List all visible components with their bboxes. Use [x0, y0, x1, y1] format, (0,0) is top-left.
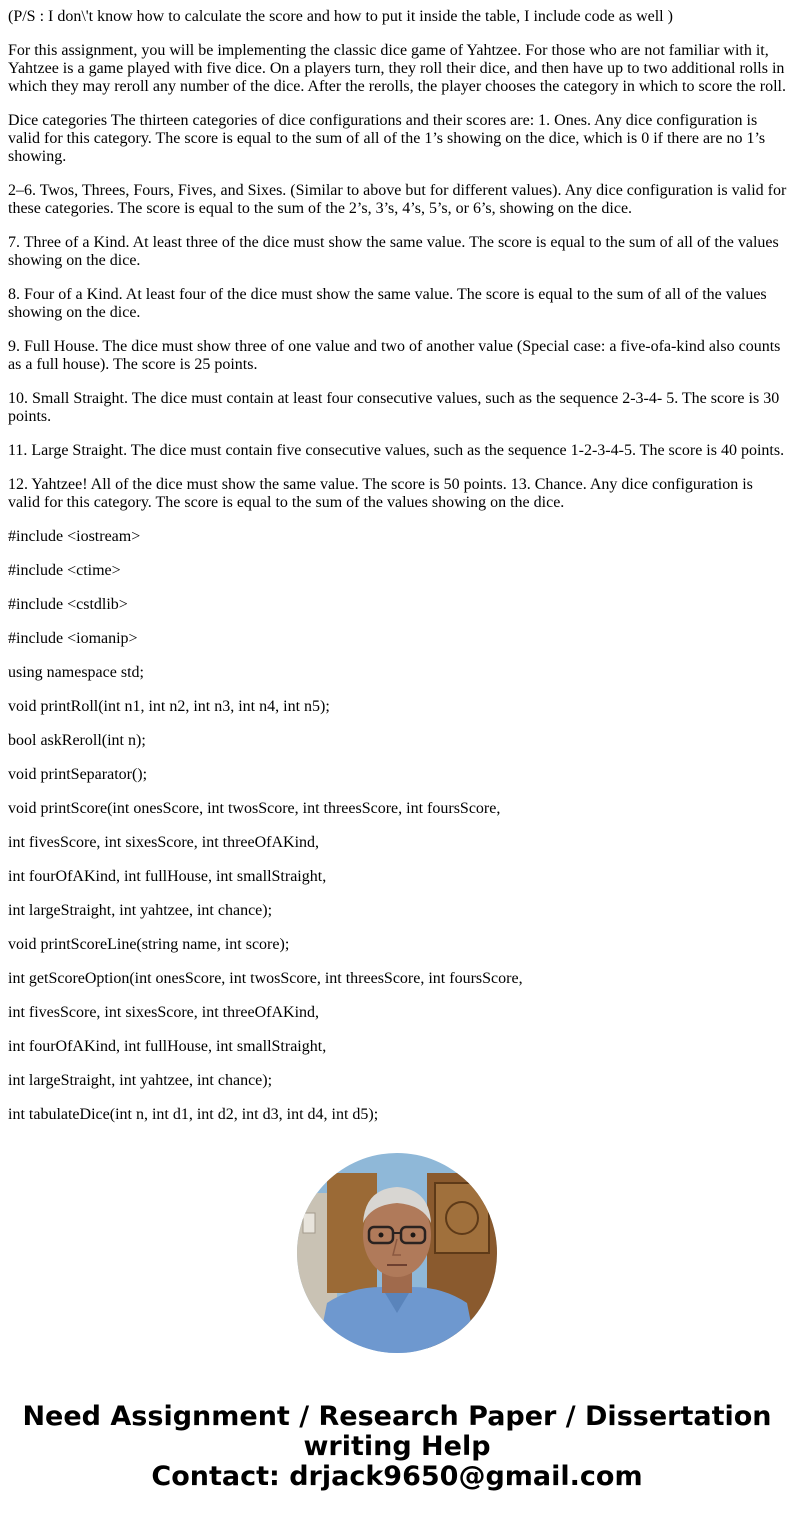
- code-line: int fourOfAKind, int fullHouse, int smallStraight,: [8, 868, 327, 885]
- paragraph: 9. Full House. The dice must show three of one value and two of another value (Special case: a five-ofa-kind also counts as a full house). The score is 25 points.: [8, 338, 781, 373]
- paragraph: 12. Yahtzee! All of the dice must show the same value. The score is 50 points. 13. Chance. Any dice configuration is valid for this category. The score is equal to the sum of the values showing on the dice.: [8, 476, 753, 511]
- paragraph: (P/S : I don\'t know how to calculate the score and how to put it inside the table, I include code as well ): [8, 8, 673, 25]
- footer-line: Need Assignment / Research Paper / Dissertation: [22, 1401, 772, 1432]
- paragraph: Dice categories The thirteen categories of dice configurations and their scores are: 1. Ones. Any dice configuration is valid for this category. The score is equal to the sum of all of the 1’s showing on the dice, which is 0 if there are no 1’s showing.: [8, 112, 766, 165]
- paragraph: 2–6. Twos, Threes, Fours, Fives, and Sixes. (Similar to above but for different values). Any dice configuration is valid for these categories. The score is equal to the sum of the 2’s, 3’s, 4’s, 5’s, or 6’s, showing on the dice.: [8, 182, 787, 217]
- footer-contact-email: Contact: drjack9650@gmail.com: [151, 1461, 643, 1492]
- code-line: int largeStraight, int yahtzee, int chance);: [8, 902, 273, 919]
- code-line: bool askReroll(int n);: [8, 732, 146, 749]
- code-line: int fourOfAKind, int fullHouse, int smallStraight,: [8, 1038, 327, 1055]
- code-line: #include <ctime>: [8, 562, 121, 579]
- paragraph: 7. Three of a Kind. At least three of the dice must show the same value. The score is equal to the sum of all of the values showing on the dice.: [8, 234, 779, 269]
- paragraph: 10. Small Straight. The dice must contain at least four consecutive values, such as the sequence 2-3-4- 5. The score is 30 points.: [8, 390, 780, 425]
- code-line: int fivesScore, int sixesScore, int threeOfAKind,: [8, 1004, 320, 1021]
- code-line: using namespace std;: [8, 664, 144, 681]
- paragraph: 8. Four of a Kind. At least four of the dice must show the same value. The score is equal to the sum of all of the values showing on the dice.: [8, 286, 767, 321]
- footer-line: writing Help: [303, 1431, 491, 1462]
- avatar: [297, 1153, 497, 1353]
- code-line: int largeStraight, int yahtzee, int chance);: [8, 1072, 273, 1089]
- code-line: void printRoll(int n1, int n2, int n3, int n4, int n5);: [8, 698, 330, 715]
- paragraph: 11. Large Straight. The dice must contain five consecutive values, such as the sequence 1-2-3-4-5. The score is 40 points.: [8, 442, 785, 459]
- code-line: int getScoreOption(int onesScore, int twosScore, int threesScore, int foursScore,: [8, 970, 523, 987]
- code-line: int tabulateDice(int n, int d1, int d2, int d3, int d4, int d5);: [8, 1106, 379, 1123]
- code-line: #include <iostream>: [8, 528, 141, 545]
- document-body: [8, 0, 788, 1140]
- footer-contact: [0, 1402, 794, 1492]
- code-line: void printScoreLine(string name, int score);: [8, 936, 290, 953]
- paragraph: For this assignment, you will be implementing the classic dice game of Yahtzee. For those who are not familiar with it, Yahtzee is a game played with five dice. On a players turn, they roll their dice, and then have up to two additional rolls in which they may reroll any number of the dice. After the rerolls, the player chooses the category in which to score the roll.: [8, 42, 786, 95]
- portrait-photo: [297, 1153, 497, 1353]
- code-line: void printScore(int onesScore, int twosScore, int threesScore, int foursScore,: [8, 800, 501, 817]
- code-line: void printSeparator();: [8, 766, 148, 783]
- code-line: #include <cstdlib>: [8, 596, 128, 613]
- code-line: #include <iomanip>: [8, 630, 138, 647]
- code-line: int fivesScore, int sixesScore, int threeOfAKind,: [8, 834, 320, 851]
